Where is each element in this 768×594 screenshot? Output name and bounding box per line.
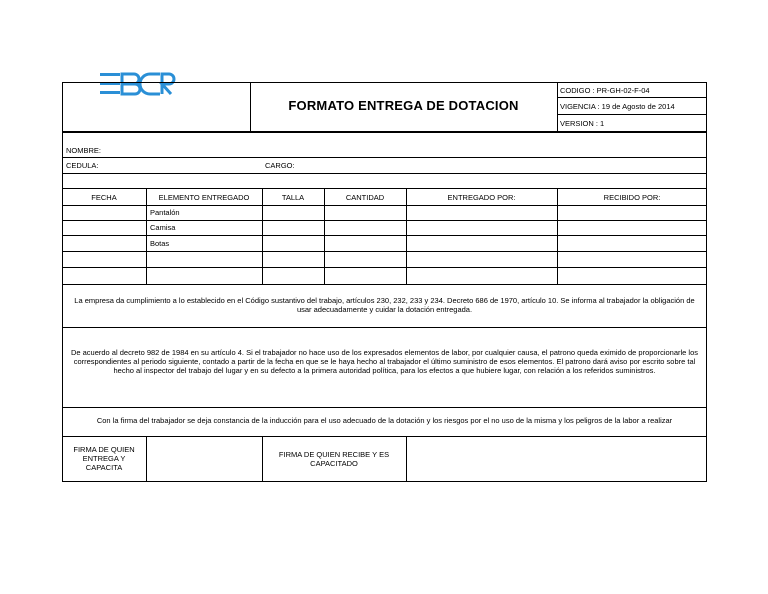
header-elemento: ELEMENTO ENTREGADO xyxy=(158,193,250,202)
page-title: FORMATO ENTREGA DE DOTACION xyxy=(288,98,519,113)
codigo-text: CODIGO : PR-GH-02-F-04 xyxy=(560,86,650,95)
legal-paragraph-1: La empresa da cumplimiento a lo establecido en el Código sustantivo del trabajo, artículos 230, 232, 233 y 234. Decreto 686 de 1970, artículo 10. Se informa al trabajador la obligación de usar adecuadamente y cuidar la dotación entregada. xyxy=(74,296,695,314)
firma-entrega-label: FIRMA DE QUIEN ENTREGA Y CAPACITA xyxy=(73,445,135,472)
legal-paragraph-2: De acuerdo al decreto 982 de 1984 en su artículo 4. Si el trabajador no hace uso de los expresados elementos de labor, por cualquier causa, el patrono queda eximido de proporcionarle los correspondientes al periodo siguiente, contado a partir de la fecha en que se le haya hecho al trabajador el último suministro de esos elementos. El patrono dará aviso por escrito sobre tal hecho al inspector del trabajo del lugar y en su defecto a la primera autoridad política, para los efectos a que hubiere lugar, con relación a los referidos suministros. xyxy=(70,348,699,375)
header-talla: TALLA xyxy=(281,193,305,202)
item-camisa: Camisa xyxy=(150,223,176,232)
header-fecha: FECHA xyxy=(91,193,117,202)
vigencia-text: VIGENCIA : 19 de Agosto de 2014 xyxy=(560,102,675,111)
nombre-label: NOMBRE: xyxy=(66,146,102,155)
header-recibido: RECIBIDO POR: xyxy=(603,193,661,202)
version-text: VERSION : 1 xyxy=(560,119,605,128)
legal-paragraph-3: Con la firma del trabajador se deja constancia de la inducción para el uso adecuado de la dotación y los riesgos por el no uso de la misma y los peligros de la labor a realizar xyxy=(96,416,673,425)
firma-recibe-label: FIRMA DE QUIEN RECIBE Y ES CAPACITADO xyxy=(278,450,390,468)
header-cantidad: CANTIDAD xyxy=(345,193,385,202)
item-pantalon: Pantalón xyxy=(150,208,180,217)
header-entregado: ENTREGADO POR: xyxy=(447,193,516,202)
cedula-label: CEDULA: xyxy=(66,161,99,170)
cargo-label: CARGO: xyxy=(265,161,295,170)
item-botas: Botas xyxy=(150,239,170,248)
